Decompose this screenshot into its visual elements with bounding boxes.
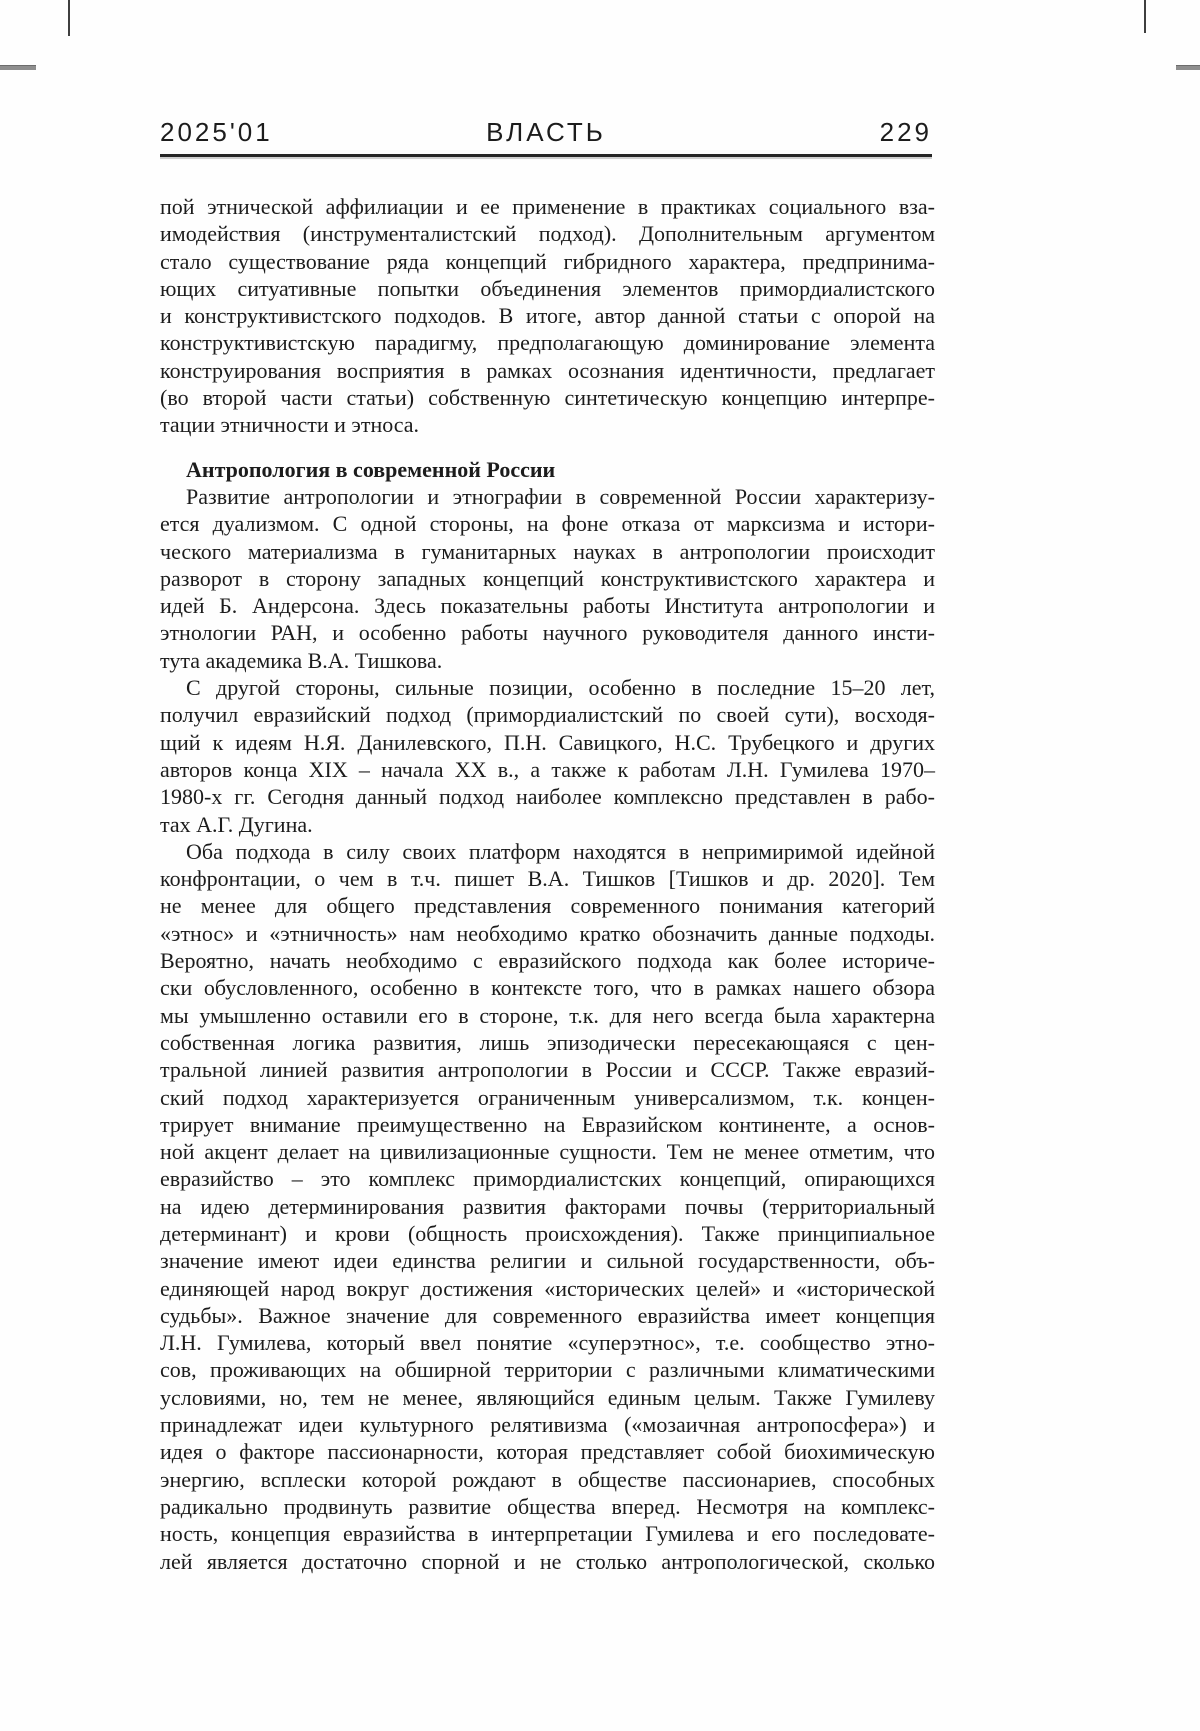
text-line: Л.Н. Гумилева, который ввел понятие «суперэтнос», т.е. сообщество этно- bbox=[160, 1330, 935, 1356]
crop-mark-left-horizontal bbox=[0, 65, 36, 70]
paragraph bbox=[160, 193, 935, 439]
text-line: ческого материализма в гуманитарных науках в антропологии происходит bbox=[160, 538, 935, 564]
text-line: детерминант) и крови (общность происхождения). Также принципиальное bbox=[160, 1220, 935, 1246]
text-line: ется дуализмом. С одной стороны, на фоне отказа от марксизма и истори- bbox=[160, 511, 935, 537]
section-heading: Антропология в современной России bbox=[186, 456, 556, 482]
text-line: не менее для общего представления современного понимания категорий bbox=[160, 893, 935, 919]
text-line: сов, проживающих на обширной территории с различными климатическими bbox=[160, 1357, 935, 1383]
text-line: С другой стороны, сильные позиции, особенно в последние 15–20 лет, bbox=[186, 675, 935, 701]
text-line: стало существование ряда концепций гибридного характера, предпринима- bbox=[160, 248, 935, 274]
text-line: Развитие антропологии и этнографии в современной России характеризу- bbox=[186, 483, 935, 509]
text-line: конфронтации, о чем в т.ч. пишет В.А. Тишков [Тишков и др. 2020]. Тем bbox=[160, 866, 935, 892]
text-line: ющих ситуативные попытки объединения элементов примордиалистского bbox=[160, 275, 935, 301]
text-line: и конструктивистского подходов. В итоге, автор данной статьи с опорой на bbox=[160, 303, 935, 329]
text-line: единяющей народ вокруг достижения «исторических целей» и «исторической bbox=[160, 1275, 935, 1301]
text-line: ский подход характеризуется ограниченным универсализмом, т.к. концен- bbox=[160, 1084, 935, 1110]
text-line: идей Б. Андерсона. Здесь показательны работы Института антропологии и bbox=[160, 593, 935, 619]
text-line: (во второй части статьи) собственную синтетическую концепцию интерпре- bbox=[160, 385, 935, 411]
text-line: имодействия (инструменталистский подход). Дополнительным аргументом bbox=[160, 221, 935, 247]
crop-mark-top-right-vertical bbox=[1144, 0, 1146, 33]
text-line: принадлежат идеи культурного релятивизма («мозаичная антропосфера») и bbox=[160, 1412, 935, 1438]
text-line: конструктивистскую парадигму, предполагающую доминирование элемента bbox=[160, 330, 935, 356]
text-line: разворот в сторону западных концепций конструктивистского характера и bbox=[160, 565, 935, 591]
text-line: Вероятно, начать необходимо с евразийского подхода как более историче- bbox=[160, 948, 935, 974]
text-line: значение имеют идеи единства религии и сильной государственности, объ- bbox=[160, 1248, 935, 1274]
text-line: радикально продвинуть развитие общества вперед. Несмотря на комплекс- bbox=[160, 1493, 935, 1519]
text-line: щий к идеям Н.Я. Данилевского, П.Н. Савицкого, Н.С. Трубецкого и других bbox=[160, 729, 935, 755]
header-rule bbox=[160, 154, 932, 157]
text-line: условиями, но, тем не менее, являющийся единым целым. Также Гумилеву bbox=[160, 1384, 935, 1410]
journal-title: ВЛАСТЬ bbox=[486, 117, 606, 147]
text-line: евразийство – это комплекс примордиалистских концепций, опирающихся bbox=[160, 1166, 935, 1192]
text-column bbox=[160, 193, 935, 1575]
page-number: 229 bbox=[879, 117, 932, 147]
text-line: тах А.Г. Дугина. bbox=[160, 811, 313, 837]
text-line: ность, концепция евразийства в интерпретации Гумилева и его последовате- bbox=[160, 1521, 935, 1547]
text-line: авторов конца XIX – начала XX в., а также к работам Л.Н. Гумилева 1970– bbox=[160, 756, 935, 782]
text-line: на идею детерминирования развития факторами почвы (территориальный bbox=[160, 1193, 935, 1219]
text-line: энергию, всплески которой рождают в обществе пассионариев, способных bbox=[160, 1466, 935, 1492]
text-line: собственная логика развития, лишь эпизодически пересекающаяся с цен- bbox=[160, 1029, 935, 1055]
text-line: ной акцент делает на цивилизационные сущности. Тем не менее отметим, что bbox=[160, 1139, 935, 1165]
text-line: «этнос» и «этничность» нам необходимо кратко обозначить данные подходы. bbox=[160, 920, 935, 946]
paragraph bbox=[160, 483, 935, 674]
text-line: 1980-х гг. Сегодня данный подход наиболее комплексно представлен в рабо- bbox=[160, 784, 935, 810]
text-line: тации этничности и этноса. bbox=[160, 412, 420, 438]
paragraph bbox=[160, 838, 935, 1575]
text-line: трирует внимание преимущественно на Евразийском континенте, а основ- bbox=[160, 1111, 935, 1137]
text-line: ски обусловленного, особенно в контексте того, что в рамках нашего обзора bbox=[160, 975, 935, 1001]
issue-label: 2025'01 bbox=[160, 117, 273, 147]
text-line: идея о факторе пассионарности, которая представляет собой биохимическую bbox=[160, 1439, 935, 1465]
text-line: получил евразийский подход (примордиалистский по своей сути), восходя- bbox=[160, 702, 935, 728]
text-line: пой этнической аффилиации и ее применение в практиках социального вза- bbox=[160, 194, 935, 219]
text-line: судьбы». Важное значение для современного евразийства имеет концепция bbox=[160, 1302, 935, 1328]
text-line: тральной линией развития антропологии в России и СССР. Также евразий- bbox=[160, 1057, 935, 1083]
text-line: тута академика В.А. Тишкова. bbox=[160, 647, 443, 673]
text-line: мы умышленно оставили его в стороне, т.к. для него всегда была характерна bbox=[160, 1002, 935, 1028]
text-line: лей является достаточно спорной и не столько антропологической, сколько bbox=[160, 1548, 935, 1574]
text-line: конструирования восприятия в рамках осознания идентичности, предлагает bbox=[160, 357, 935, 383]
crop-mark-top-left-vertical bbox=[68, 0, 70, 36]
crop-mark-right-horizontal bbox=[1176, 65, 1200, 70]
running-head bbox=[160, 117, 932, 148]
paragraph bbox=[160, 674, 935, 838]
text-line: Оба подхода в силу своих платформ находятся в непримиримой идейной bbox=[186, 838, 935, 864]
text-line: этнологии РАН, и особенно работы научного руководителя данного инсти- bbox=[160, 620, 935, 646]
